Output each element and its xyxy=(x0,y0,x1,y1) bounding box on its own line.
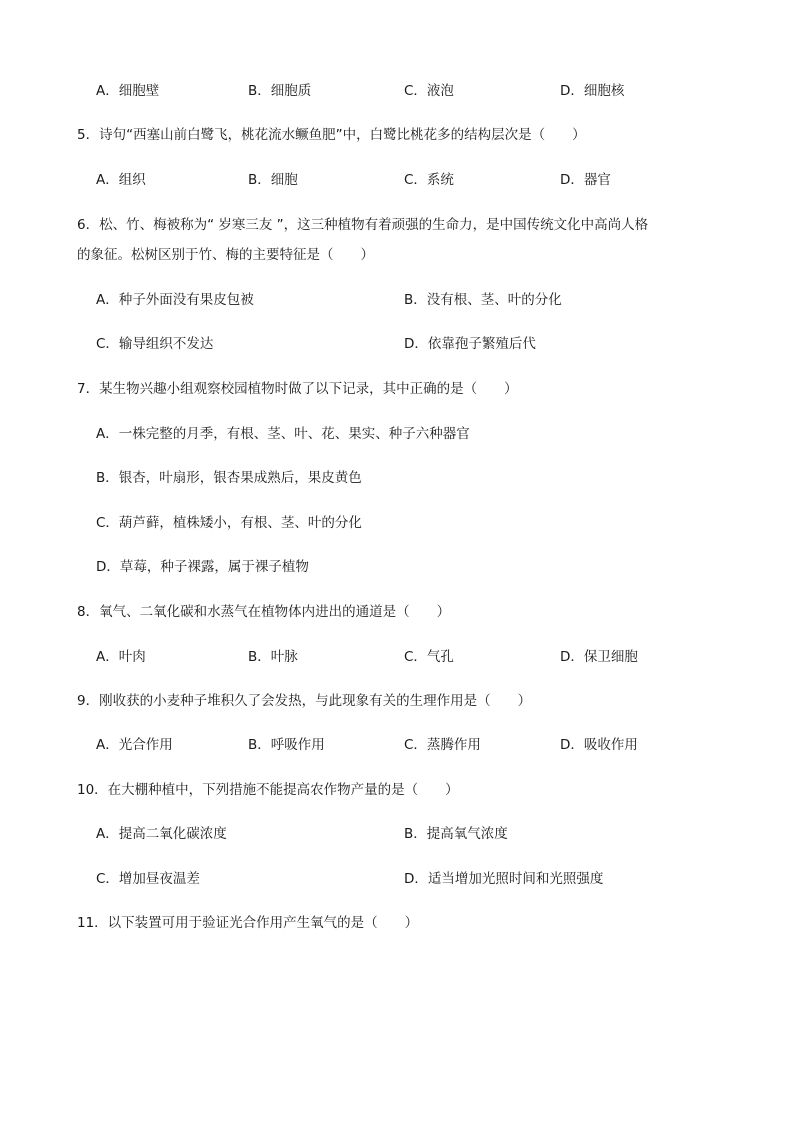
q8-options xyxy=(0,647,794,667)
q10-option-a: A．提高二氧化碳浓度 xyxy=(96,826,227,842)
q9-option-b: B．呼吸作用 xyxy=(248,737,325,753)
q5-option-b: B．细胞 xyxy=(248,172,298,188)
q5-option-c: C．系统 xyxy=(404,172,454,188)
q8-option-d: D．保卫细胞 xyxy=(560,649,638,665)
q9-options xyxy=(0,735,794,755)
q7-option-row-c xyxy=(0,513,794,533)
q6-option-c: C．输导组织不发达 xyxy=(96,336,214,352)
q8-option-b: B．叶脉 xyxy=(248,649,298,665)
q6-option-d: D．依靠孢子繁殖后代 xyxy=(404,336,536,352)
q10-option-d: D．适当增加光照时间和光照强度 xyxy=(404,871,604,887)
q6-options-row1 xyxy=(0,290,794,310)
q9-option-d: D．吸收作用 xyxy=(560,737,638,753)
q4-options xyxy=(0,81,794,101)
q7-option-d: D．草莓，种子裸露，属于裸子植物 xyxy=(96,559,309,575)
q11-stem: 11．以下装置可用于验证光合作用产生氧气的是（ ） xyxy=(77,915,419,931)
q7-option-b: B．银杏，叶扇形，银杏果成熟后，果皮黄色 xyxy=(96,470,362,486)
q7-option-row-d xyxy=(0,557,794,577)
q6-options-row2 xyxy=(0,334,794,354)
q8-option-c: C．气孔 xyxy=(404,649,454,665)
q8-stem: 8．氧气、二氧化碳和水蒸气在植物体内进出的通道是（ ） xyxy=(77,604,451,620)
q10-option-b: B．提高氧气浓度 xyxy=(404,826,508,842)
q10-options-row1 xyxy=(0,824,794,844)
q6-option-a: A．种子外面没有果皮包被 xyxy=(96,292,254,308)
q4-option-a: A．细胞壁 xyxy=(96,83,160,99)
q5-option-a: A．组织 xyxy=(96,172,146,188)
q7-option-row-a xyxy=(0,424,794,444)
q8-option-a: A．叶肉 xyxy=(96,649,146,665)
q5-options xyxy=(0,170,794,190)
q5-stem: 5．诗句“西塞山前白鹭飞，桃花流水鳜鱼肥”中，白鹭比桃花多的结构层次是（ ） xyxy=(77,127,586,143)
q9-stem: 9．刚收获的小麦种子堆积久了会发热，与此现象有关的生理作用是（ ） xyxy=(77,693,532,709)
q4-option-d: D．细胞核 xyxy=(560,83,625,99)
q7-option-c: C．葫芦藓，植株矮小，有根、茎、叶的分化 xyxy=(96,515,362,531)
q6-option-b: B．没有根、茎、叶的分化 xyxy=(404,292,562,308)
q4-option-c: C．液泡 xyxy=(404,83,454,99)
q7-option-row-b xyxy=(0,468,794,488)
q5-option-d: D．器官 xyxy=(560,172,611,188)
q7-option-a: A．一株完整的月季，有根、茎、叶、花、果实、种子六种器官 xyxy=(96,426,470,442)
q9-option-c: C．蒸腾作用 xyxy=(404,737,481,753)
q10-option-c: C．增加昼夜温差 xyxy=(96,871,200,887)
q10-options-row2 xyxy=(0,869,794,889)
q9-option-a: A．光合作用 xyxy=(96,737,173,753)
q6-stem-line1: 6．松、竹、梅被称为“ 岁寒三友 ”，这三种植物有着顽强的生命力，是中国传统文化中高尚人格 xyxy=(77,217,649,233)
q10-stem: 10．在大棚种植中，下列措施不能提高农作物产量的是（ ） xyxy=(77,782,459,798)
q7-stem: 7．某生物兴趣小组观察校园植物时做了以下记录，其中正确的是（ ） xyxy=(77,381,518,397)
q4-option-b: B．细胞质 xyxy=(248,83,312,99)
q6-stem-line2: 的象征。松树区别于竹、梅的主要特征是（ ） xyxy=(77,247,374,263)
